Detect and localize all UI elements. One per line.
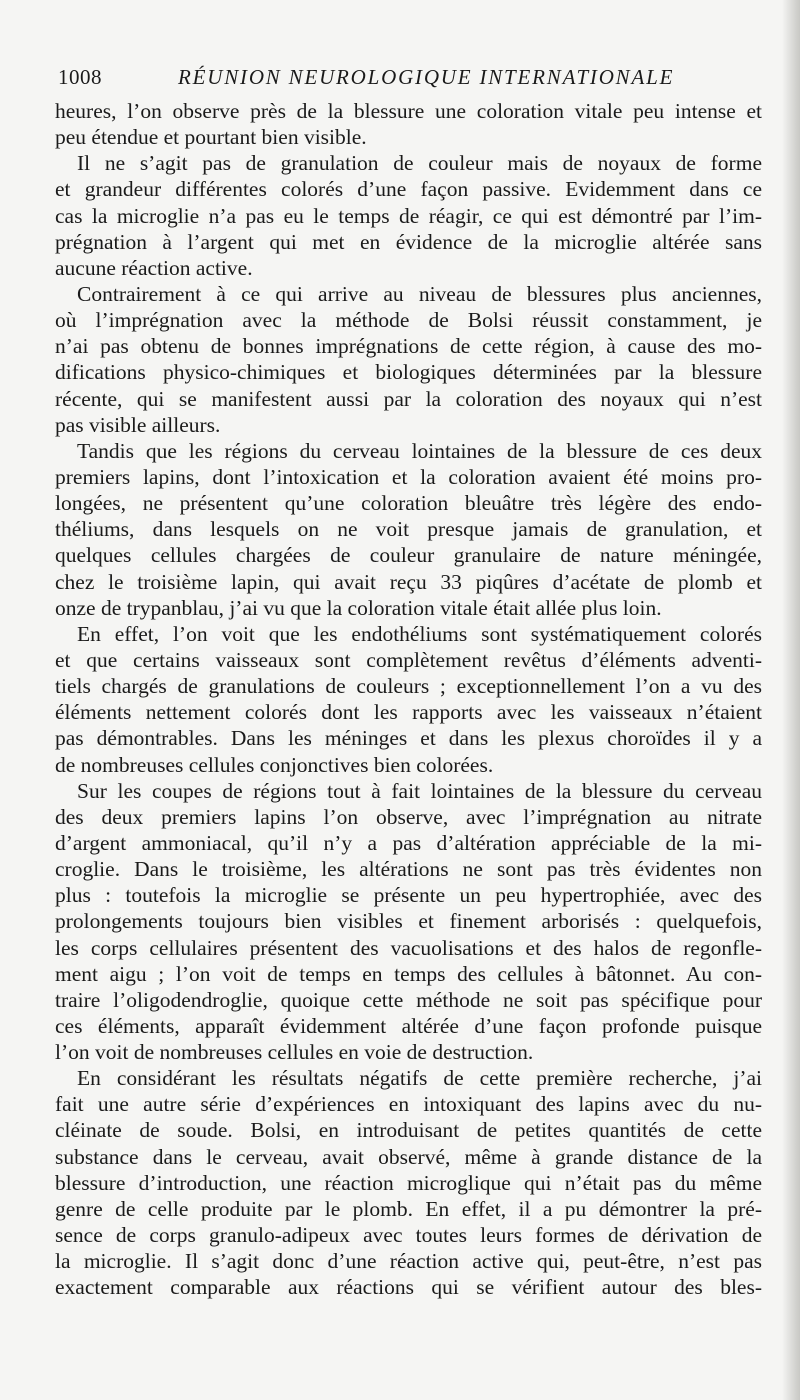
text-line: la microglie. Il s’agit donc d’une réaction active qui, peut-être, n’est pas [55, 1249, 762, 1274]
text-line: cléinate de soude. Bolsi, en introduisant de petites quantités de cette [55, 1118, 762, 1143]
text-line: n’ai pas obtenu de bonnes imprégnations de cette région, à cause des mo- [55, 334, 762, 359]
page-header [58, 62, 758, 92]
text-line: Sur les coupes de régions tout à fait lointaines de la blessure du cerveau [77, 778, 762, 803]
running-head: RÉUNION NEUROLOGIQUE INTERNATIONALE [178, 65, 675, 89]
text-line: cas la microglie n’a pas eu le temps de réagir, ce qui est démontré par l’im- [55, 203, 762, 228]
text-line: Contrairement à ce qui arrive au niveau de blessures plus anciennes, [77, 281, 762, 306]
text-line: d’argent ammoniacal, qu’il n’y a pas d’altération appréciable de la mi- [55, 830, 762, 855]
text-line: ment aigu ; l’on voit de temps en temps des cellules à bâtonnet. Au con- [55, 961, 762, 986]
text-line: En considérant les résultats négatifs de cette première recherche, j’ai [77, 1066, 762, 1091]
text-line: Tandis que les régions du cerveau lointaines de la blessure de ces deux [77, 438, 762, 463]
text-line: l’on voit de nombreuses cellules en voie de destruction. [55, 1040, 534, 1065]
text-line: croglie. Dans le troisième, les altérations ne sont pas très évidentes non [55, 857, 762, 882]
text-line: sence de corps granulo-adipeux avec toutes leurs formes de dérivation de [55, 1223, 762, 1248]
text-line: heures, l’on observe près de la blessure une coloration vitale peu intense et [55, 99, 762, 123]
text-line: des deux premiers lapins l’on observe, avec l’imprégnation au nitrate [55, 804, 762, 829]
text-line: difications physico-chimiques et biologiques déterminées par la blessure [55, 360, 762, 385]
text-line: substance dans le cerveau, avait observé, même à grande distance de la [55, 1144, 762, 1169]
text-line: pas visible ailleurs. [55, 412, 221, 437]
text-line: où l’imprégnation avec la méthode de Bolsi réussit constamment, je [55, 308, 762, 333]
text-line: les corps cellulaires présentent des vacuolisations et des halos de regonfle- [55, 935, 762, 960]
text-line: genre de celle produite par le plomb. En effet, il a pu démontrer la pré- [55, 1196, 762, 1221]
text-line: ces éléments, apparaît évidemment altérée d’une façon profonde puisque [55, 1013, 762, 1038]
text-line: fait une autre série d’expériences en intoxiquant des lapins avec du nu- [55, 1092, 762, 1117]
text-line: de nombreuses cellules conjonctives bien colorées. [55, 752, 494, 777]
page-number: 1008 [58, 65, 102, 89]
text-line: quelques cellules chargées de couleur granulaire de nature méningée, [55, 543, 762, 568]
text-line: longées, ne présentent qu’une coloration bleuâtre très légère des endo- [55, 491, 762, 516]
text-line: prolongements toujours bien visibles et finement arborisés : quelquefois, [55, 909, 762, 934]
text-line: plus : toutefois la microglie se présente un peu hypertrophiée, avec des [55, 883, 762, 908]
text-line: En effet, l’on voit que les endothéliums sont systématiquement colorés [77, 621, 762, 646]
text-line: et grandeur différentes colorés d’une façon passive. Evidemment dans ce [55, 177, 762, 202]
text-line: aucune réaction active. [55, 255, 253, 280]
text-line: et que certains vaisseaux sont complètement revêtus d’éléments adventi- [55, 647, 762, 672]
text-line: pas démontrables. Dans les méninges et dans les plexus choroïdes il y a [55, 726, 762, 751]
text-line: exactement comparable aux réactions qui se vérifient autour des bles- [55, 1275, 762, 1300]
text-line: éléments nettement colorés dont les rapports avec les vaisseaux n’étaient [55, 700, 762, 725]
body-text [55, 98, 762, 1300]
text-line: théliums, dans lesquels on ne voit presque jamais de granulation, et [55, 517, 762, 542]
text-line: récente, qui se manifestent aussi par la coloration des noyaux qui n’est [55, 386, 762, 411]
text-line: premiers lapins, dont l’intoxication et la coloration avaient été moins pro- [55, 464, 762, 489]
text-line: Il ne s’agit pas de granulation de couleur mais de noyaux de forme [77, 151, 762, 176]
text-line: tiels chargés de granulations de couleurs ; exceptionnellement l’on a vu des [55, 674, 762, 699]
page-edge-shadow [782, 0, 800, 1400]
text-line: blessure d’introduction, une réaction microglique qui n’était pas du même [55, 1170, 762, 1195]
text-line: chez le troisième lapin, qui avait reçu 33 piqûres d’acétate de plomb et [55, 569, 762, 594]
text-line: onze de trypanblau, j’ai vu que la coloration vitale était allée plus loin. [55, 595, 662, 620]
text-line: peu étendue et pourtant bien visible. [55, 125, 367, 150]
text-line: prégnation à l’argent qui met en évidence de la microglie altérée sans [55, 229, 762, 254]
text-line: traire l’oligodendroglie, quoique cette méthode ne soit pas spécifique pour [55, 987, 762, 1012]
